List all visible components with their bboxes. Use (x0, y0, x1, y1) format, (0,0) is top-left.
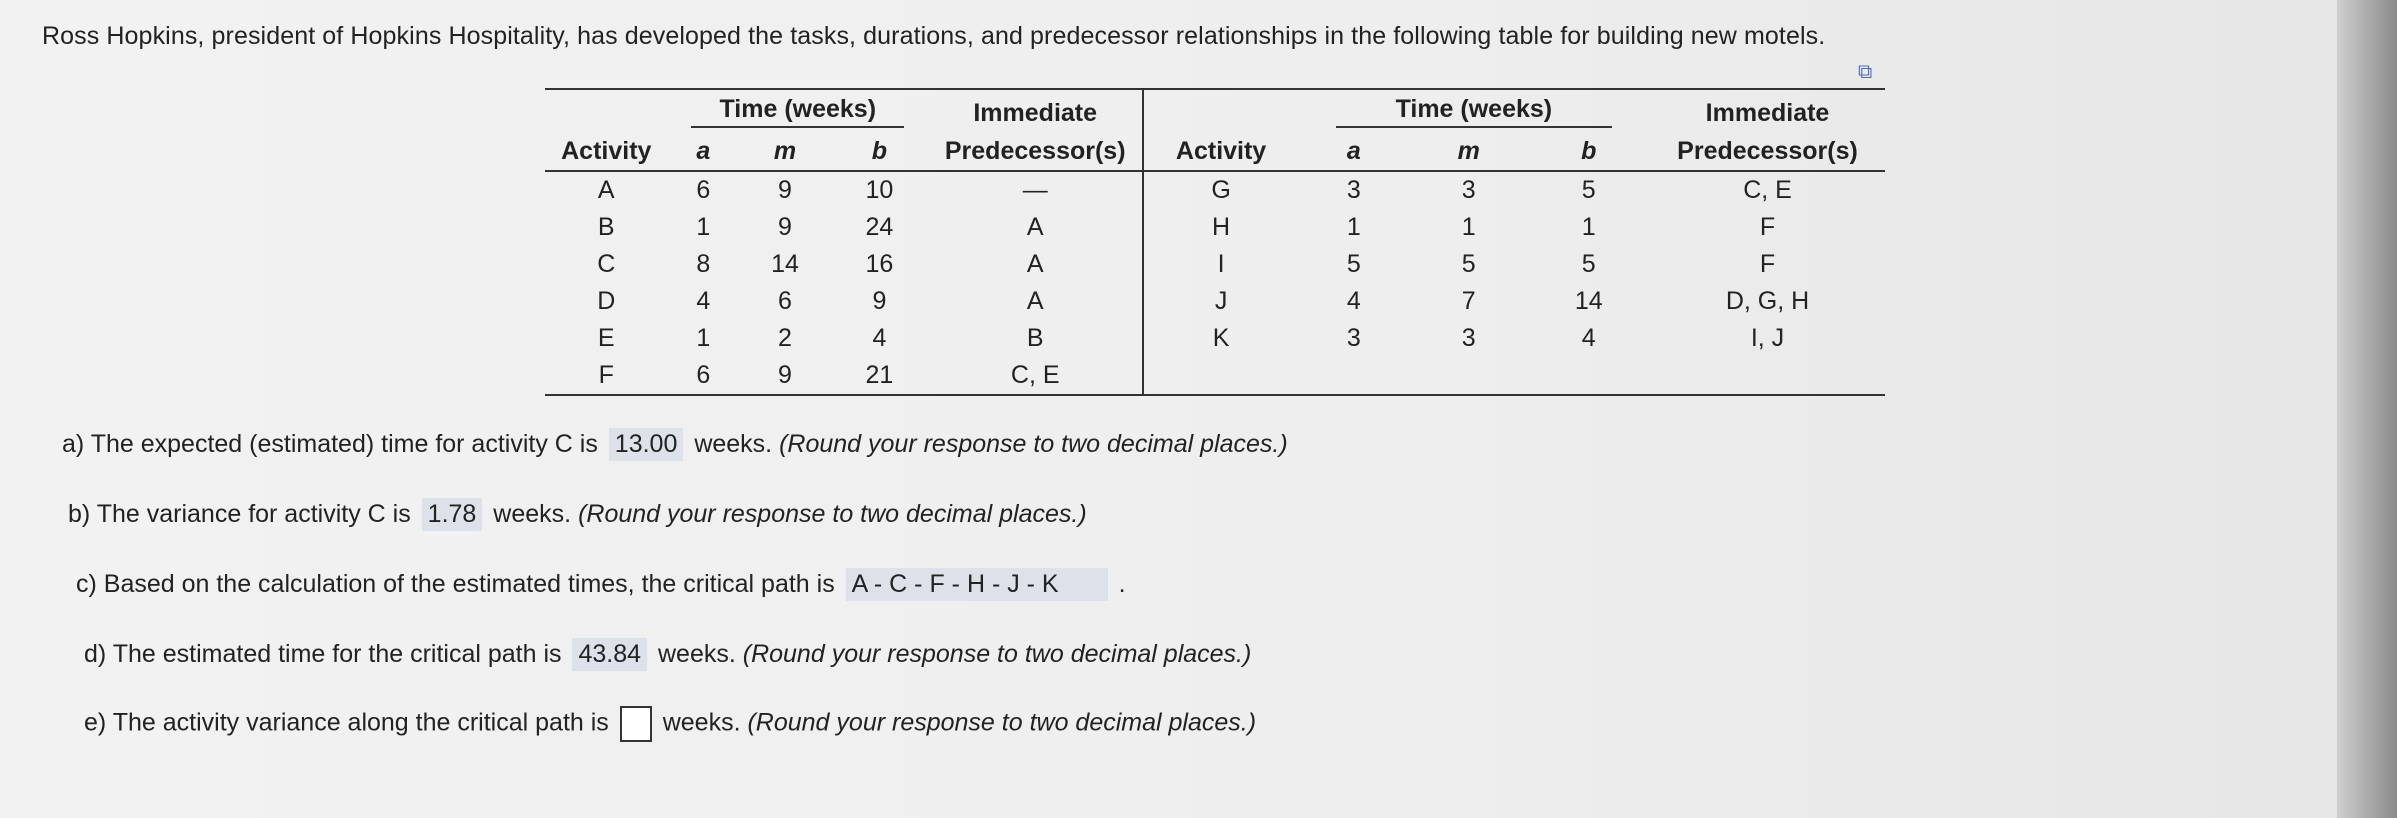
cell-left-b: 9 (872, 287, 887, 315)
cell-right-activity (1143, 357, 1297, 395)
cell-left-m: 6 (778, 287, 792, 315)
cell-right-activity: I (1217, 250, 1225, 278)
cell-left-pred: A (928, 209, 1144, 246)
cell-left-b: 21 (865, 361, 894, 389)
cell-right-b (1527, 357, 1650, 395)
cell-right-pred (1650, 357, 1885, 395)
cell-right-m: 3 (1461, 324, 1476, 352)
col-m-left: m (739, 128, 831, 171)
cell-left-pred: A (928, 246, 1144, 283)
activity-header-right: Activity (1143, 128, 1297, 171)
activity-header-left: Activity (545, 128, 668, 171)
cell-right-m: 7 (1461, 287, 1476, 315)
cell-left-activity: D (597, 287, 616, 315)
cell-left-a: 4 (696, 287, 711, 315)
cell-left-activity: F (598, 361, 614, 389)
cell-left-b: 16 (865, 250, 894, 278)
col-a-right: a (1298, 128, 1410, 171)
col-a-left: a (668, 128, 739, 171)
time-header-right: Time (weeks) (1336, 95, 1613, 128)
cell-right-activity: K (1212, 324, 1230, 352)
cell-right-pred: C, E (1743, 176, 1792, 204)
cell-left-activity: E (597, 324, 615, 352)
cell-right-activity: J (1214, 287, 1228, 315)
time-header-left: Time (weeks) (691, 95, 904, 128)
problem-intro: Ross Hopkins, president of Hopkins Hospitality, has developed the tasks, durations, and predecessor relationships in the following table for building new motels. (42, 22, 1826, 50)
table-row (545, 171, 1885, 209)
cell-right-pred: F (1759, 213, 1776, 241)
cell-right-m: 5 (1461, 250, 1476, 278)
task-table (545, 88, 1885, 396)
question-c: c) Based on the calculation of the estimated times, the critical path is A - C - F - H - J - K . (76, 568, 1126, 601)
answer-a-field[interactable]: 13.00 (609, 428, 684, 461)
cell-left-m: 9 (778, 361, 792, 389)
pred-header-left-1: Immediate (928, 89, 1144, 128)
cell-left-b: 24 (865, 213, 894, 241)
col-m-right: m (1410, 128, 1527, 171)
cell-right-pred: I, J (1750, 324, 1785, 352)
cell-right-activity: H (1212, 213, 1231, 241)
question-e: e) The activity variance along the critical path is weeks. (Round your response to two decimal places.) (84, 706, 1256, 742)
answer-c-field[interactable]: A - C - F - H - J - K (846, 568, 1108, 601)
cell-left-a: 6 (696, 176, 711, 204)
cell-left-m: 2 (778, 324, 792, 352)
cell-left-b: 4 (872, 324, 887, 352)
cell-right-activity: G (1211, 176, 1231, 204)
cell-right-a: 4 (1346, 287, 1361, 315)
cell-left-a: 1 (696, 324, 711, 352)
cell-left-pred: B (928, 320, 1144, 357)
question-a: a) The expected (estimated) time for activity C is 13.00 weeks. (Round your response to two decimal places.) (62, 428, 1288, 461)
answer-d-field[interactable]: 43.84 (572, 638, 647, 671)
pred-header-right-1: Immediate (1705, 99, 1830, 127)
table-row (545, 357, 1885, 395)
cell-left-pred: C, E (928, 357, 1144, 395)
cell-right-a: 3 (1346, 176, 1361, 204)
cell-right-pred: F (1759, 250, 1776, 278)
cell-right-b: 5 (1581, 176, 1596, 204)
cell-right-a: 3 (1346, 324, 1361, 352)
cell-left-m: 14 (771, 250, 799, 278)
question-b: b) The variance for activity C is 1.78 weeks. (Round your response to two decimal places.) (68, 498, 1087, 531)
table-row (545, 283, 1885, 320)
question-d: d) The estimated time for the critical path is 43.84 weeks. (Round your response to two decimal places.) (84, 638, 1251, 671)
cell-left-activity: B (597, 213, 615, 241)
cell-right-m (1410, 357, 1527, 395)
cell-left-a: 6 (696, 361, 711, 389)
table-row (545, 246, 1885, 283)
cell-left-a: 1 (696, 213, 711, 241)
cell-right-b: 1 (1581, 213, 1596, 241)
cell-right-a: 1 (1346, 213, 1361, 241)
col-b-right: b (1527, 128, 1650, 171)
cell-right-pred: D, G, H (1725, 287, 1810, 315)
cell-left-activity: A (597, 176, 615, 204)
cell-left-pred: A (928, 283, 1144, 320)
cell-right-a (1298, 357, 1410, 395)
table-row (545, 209, 1885, 246)
cell-right-b: 5 (1581, 250, 1596, 278)
cell-right-a: 5 (1346, 250, 1361, 278)
cell-right-m: 3 (1461, 176, 1476, 204)
cell-left-a: 8 (696, 250, 711, 278)
table-row (545, 320, 1885, 357)
cell-right-b: 14 (1574, 287, 1603, 315)
pred-header-right-2: Predecessor(s) (1650, 128, 1885, 171)
cell-left-pred: — (928, 171, 1144, 209)
copy-table-icon[interactable]: ⧉ (1858, 61, 1873, 83)
cell-left-b: 10 (865, 176, 894, 204)
answer-b-field[interactable]: 1.78 (422, 498, 483, 531)
cell-right-m: 1 (1461, 213, 1476, 241)
col-b-left: b (831, 128, 928, 171)
cell-right-b: 4 (1581, 324, 1596, 352)
cell-left-activity: C (597, 250, 616, 278)
screen-edge (2337, 0, 2397, 818)
cell-left-m: 9 (778, 176, 792, 204)
cell-left-m: 9 (778, 213, 792, 241)
answer-e-input[interactable] (620, 706, 652, 742)
pred-header-left-2: Predecessor(s) (928, 128, 1144, 171)
